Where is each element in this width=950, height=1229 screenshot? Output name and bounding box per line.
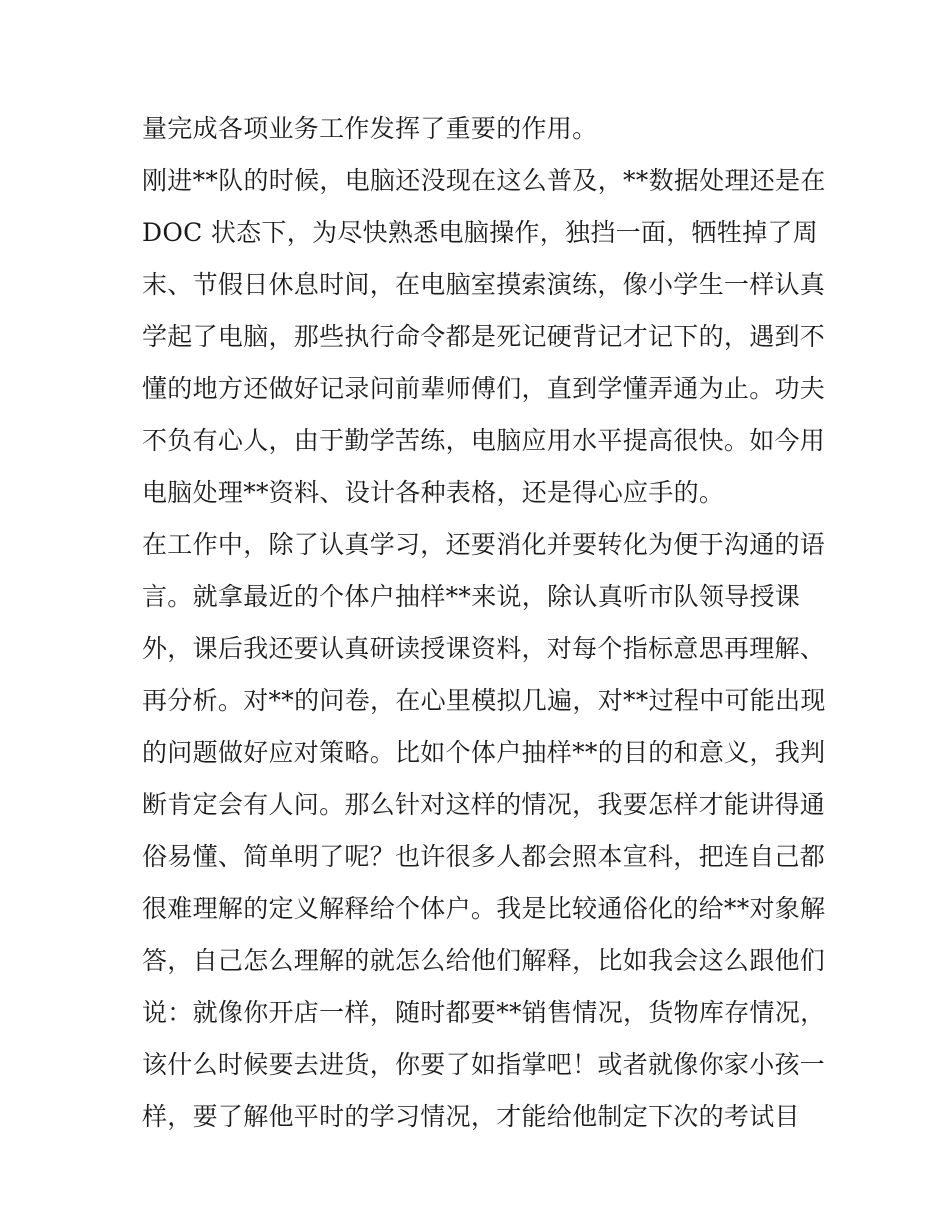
text-line: 懂的地方还做好记录问前辈师傅们，直到学懂弄通为止。功夫 bbox=[142, 374, 826, 403]
text-line: 该什么时候要去进货，你要了如指掌吧！或者就像你家小孩一 bbox=[142, 1050, 826, 1079]
text-line: 刚进**队的时候，电脑还没现在这么普及，**数据处理还是在 bbox=[142, 166, 826, 195]
text-line: 样，要了解他平时的学习情况，才能给他制定下次的考试目 bbox=[142, 1102, 800, 1131]
text-line: 俗易懂、简单明了呢？也许很多人都会照本宣科，把连自己都 bbox=[142, 842, 826, 871]
text-line: 言。就拿最近的个体户抽样**来说，除认真听市队领导授课 bbox=[142, 582, 801, 611]
text-line: 末、节假日休息时间，在电脑室摸索演练，像小学生一样认真 bbox=[142, 270, 826, 299]
text-line: 很难理解的定义解释给个体户。我是比较通俗化的给**对象解 bbox=[142, 894, 826, 923]
text-line: 在工作中，除了认真学习，还要消化并要转化为便于沟通的语 bbox=[142, 530, 826, 559]
text-line: DOC 状态下，为尽快熟悉电脑操作，独挡一面，牺牲掉了周 bbox=[142, 218, 819, 247]
text-line: 电脑处理**资料、设计各种表格，还是得心应手的。 bbox=[142, 478, 725, 507]
text-line: 量完成各项业务工作发挥了重要的作用。 bbox=[142, 114, 598, 143]
text-line: 答，自己怎么理解的就怎么给他们解释，比如我会这么跟他们 bbox=[142, 946, 826, 975]
text-line: 不负有心人，由于勤学苦练，电脑应用水平提高很快。如今用 bbox=[142, 426, 826, 455]
text-line: 的问题做好应对策略。比如个体户抽样**的目的和意义，我判 bbox=[142, 738, 826, 767]
text-line: 学起了电脑，那些执行命令都是死记硬背记才记下的，遇到不 bbox=[142, 322, 826, 351]
text-line: 断肯定会有人问。那么针对这样的情况，我要怎样才能讲得通 bbox=[142, 790, 826, 819]
text-line: 说：就像你开店一样，随时都要**销售情况，货物库存情况， bbox=[142, 998, 826, 1027]
text-line: 再分析。对**的问卷，在心里模拟几遍，对**过程中可能出现 bbox=[142, 686, 826, 715]
text-line: 外，课后我还要认真研读授课资料，对每个指标意思再理解、 bbox=[142, 634, 826, 663]
